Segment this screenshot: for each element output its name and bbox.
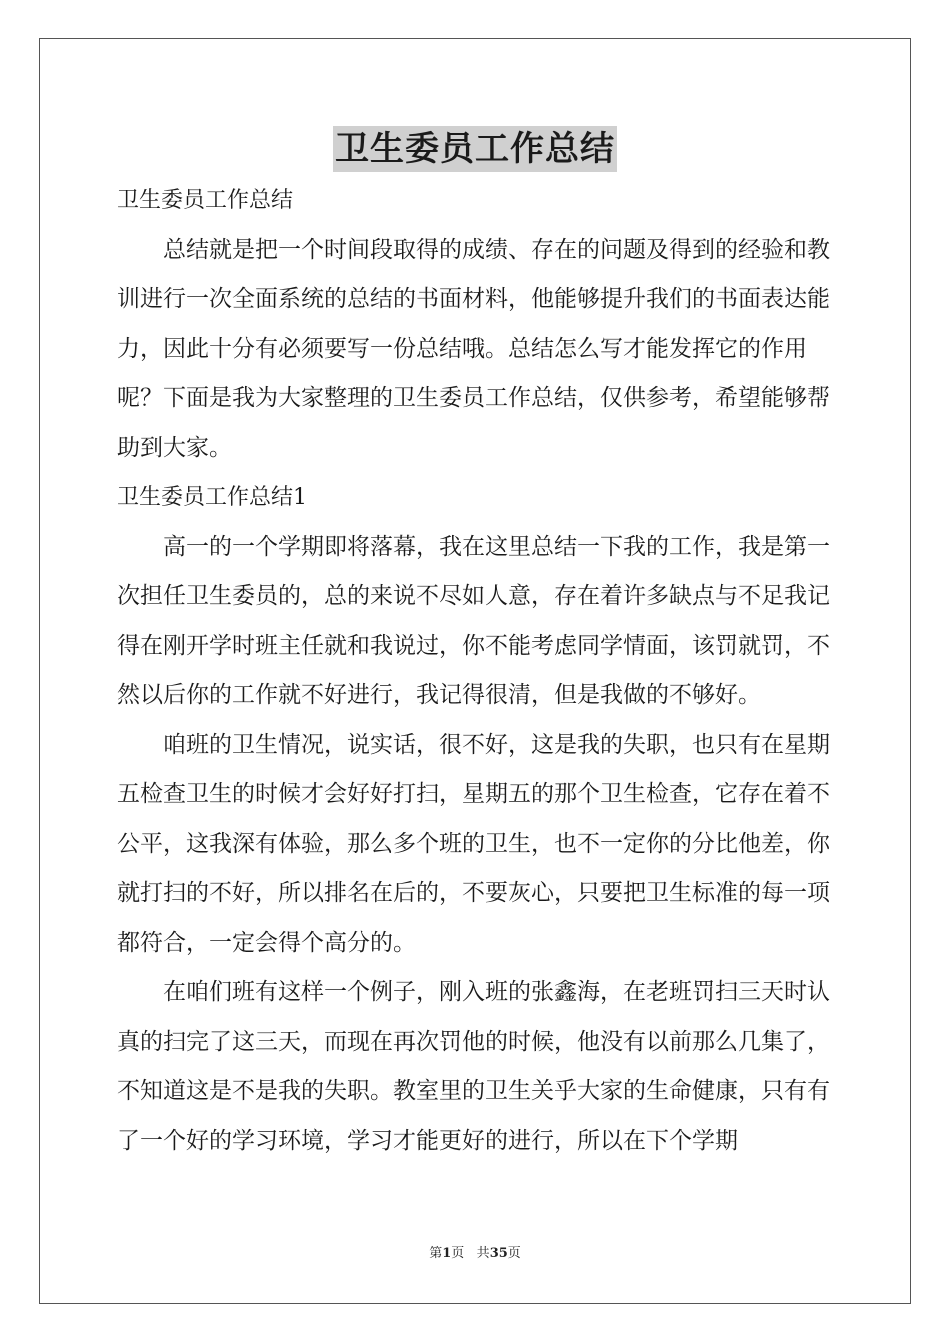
page-number-suffix: 页 xyxy=(451,1246,465,1261)
document-body xyxy=(117,176,837,1166)
page-number-prefix: 第 xyxy=(429,1246,443,1261)
body-paragraph-2: 咱班的卫生情况，说实话，很不好，这是我的失职，也只有在星期五检查卫生的时候才会好好打扫，星期五的那个卫生检查，它存在着不公平，这我深有体验，那么多个班的卫生，也不一定你的分比他差，你就打扫的不好，所以排名在后的，不要灰心，只要把卫生标准的每一项都符合，一定会得个高分的。 xyxy=(117,731,830,956)
page-total-count: 35 xyxy=(489,1246,508,1261)
body-paragraph-3: 在咱们班有这样一个例子，刚入班的张鑫海，在老班罚扫三天时认真的扫完了这三天，而现在再次罚他的时候，他没有以前那么几集了，不知道这是不是我的失职。教室里的卫生关乎大家的生命健康，只有有了一个好的学习环境，学习才能更好的进行，所以在下个学期 xyxy=(117,979,830,1154)
intro-paragraph: 总结就是把一个时间段取得的成绩、存在的问题及得到的经验和教训进行一次全面系统的总结的书面材料，他能够提升我们的书面表达能力，因此十分有必须要写一份总结哦。总结怎么写才能发挥它的作用呢？下面是我为大家整理的卫生委员工作总结，仅供参考，希望能够帮助到大家。 xyxy=(117,236,830,461)
page-number-current: 1 xyxy=(442,1246,452,1261)
document-title xyxy=(0,126,950,172)
page-total-prefix: 共 xyxy=(476,1246,490,1261)
body-paragraph-1: 高一的一个学期即将落幕，我在这里总结一下我的工作，我是第一次担任卫生委员的，总的来说不尽如人意，存在着许多缺点与不足我记得在刚开学时班主任就和我说过，你不能考虑同学情面，该罚就罚，不然以后你的工作就不好进行，我记得很清，但是我做的不够好。 xyxy=(117,533,830,708)
section-heading-main: 卫生委员工作总结 xyxy=(117,188,294,213)
document-title-text: 卫生委员工作总结 xyxy=(333,126,617,172)
section-heading-1: 卫生委员工作总结1 xyxy=(117,485,307,510)
page-total-suffix: 页 xyxy=(507,1246,521,1261)
page-footer xyxy=(0,1244,950,1264)
